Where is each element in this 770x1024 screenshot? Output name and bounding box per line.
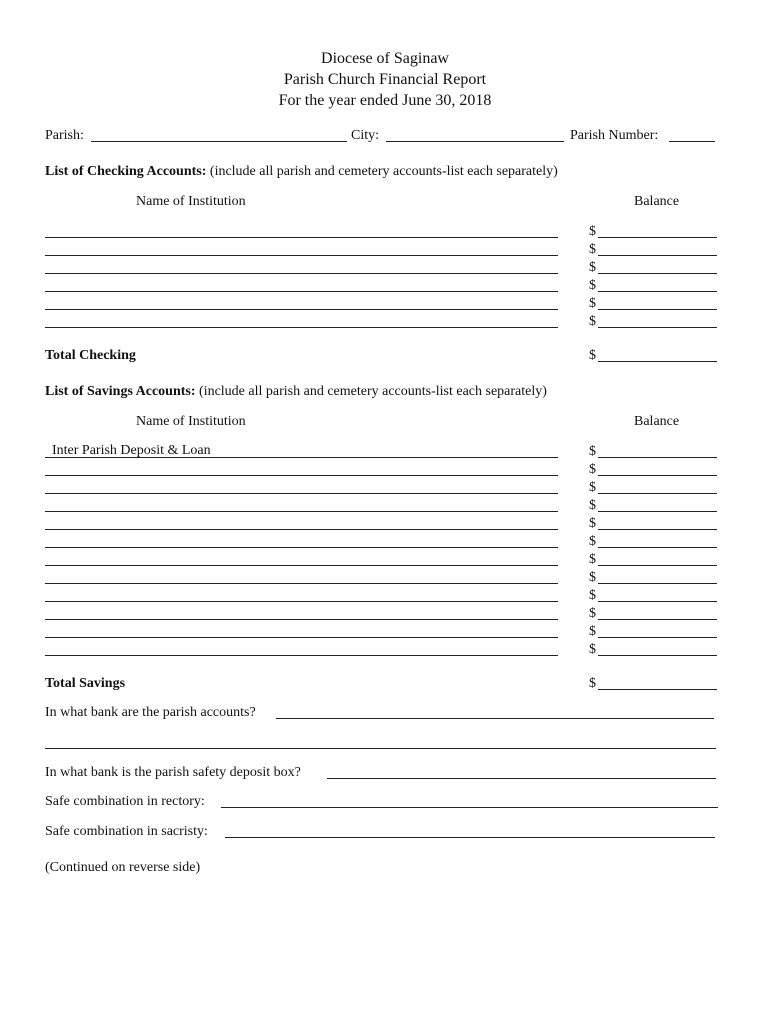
checking-dollar-sign: $ [589,242,596,257]
savings-balance-field[interactable] [598,529,717,530]
savings-first-entry: Inter Parish Deposit & Loan [52,443,211,458]
checking-balance-field[interactable] [598,255,717,256]
savings-balance-field[interactable] [598,601,717,602]
checking-dollar-sign: $ [589,296,596,311]
savings-institution-field[interactable] [45,475,558,476]
savings-dollar-sign: $ [589,606,596,621]
total-savings-field[interactable] [598,689,717,690]
savings-institution-field[interactable] [45,583,558,584]
savings-col-institution: Name of Institution [136,414,246,429]
document-subtitle: Parish Church Financial Report [283,71,487,88]
savings-institution-field[interactable] [45,511,558,512]
savings-dollar-sign: $ [589,480,596,495]
savings-dollar-sign: $ [589,516,596,531]
savings-col-balance: Balance [634,414,680,429]
savings-balance-field[interactable] [598,637,717,638]
checking-institution-field[interactable] [45,327,558,328]
savings-institution-field[interactable] [45,637,558,638]
savings-dollar-sign: $ [589,624,596,639]
savings-heading: List of Savings Accounts: [45,384,196,399]
checking-note: (include all parish and cemetery accounts-list each separately) [209,164,558,179]
savings-institution-field[interactable] [45,565,558,566]
total-savings-label: Total Savings [45,676,126,691]
city-label: City: [351,128,380,143]
checking-balance-field[interactable] [598,309,717,310]
savings-dollar-sign: $ [589,552,596,567]
checking-institution-field[interactable] [45,237,558,238]
parish-field[interactable] [91,141,347,142]
savings-dollar-sign: $ [589,570,596,585]
combo-rectory-label: Safe combination in rectory: [45,794,205,809]
savings-institution-field[interactable] [45,493,558,494]
checking-balance-field[interactable] [598,327,717,328]
safety-box-field[interactable] [327,778,716,779]
checking-col-balance: Balance [634,194,680,209]
savings-balance-field[interactable] [598,655,717,656]
checking-heading: List of Checking Accounts: [45,164,207,179]
savings-dollar-sign: $ [589,462,596,477]
savings-institution-field[interactable] [45,457,558,458]
total-checking-label: Total Checking [45,348,136,363]
total-checking-dollar: $ [589,348,596,363]
bank-accounts-field-line2[interactable] [45,748,716,749]
parish-label: Parish: [45,128,84,143]
checking-heading-line [45,164,558,180]
savings-balance-field[interactable] [598,475,717,476]
parish-number-label: Parish Number: [570,128,659,143]
checking-dollar-sign: $ [589,260,596,275]
total-savings-dollar: $ [589,676,596,691]
checking-col-institution: Name of Institution [136,194,246,209]
savings-dollar-sign: $ [589,642,596,657]
savings-dollar-sign: $ [589,534,596,549]
checking-dollar-sign: $ [589,224,596,239]
savings-dollar-sign: $ [589,588,596,603]
checking-institution-field[interactable] [45,255,558,256]
savings-institution-field[interactable] [45,529,558,530]
savings-balance-field[interactable] [598,457,717,458]
bank-accounts-field[interactable] [276,718,714,719]
savings-balance-field[interactable] [598,493,717,494]
city-field[interactable] [386,141,564,142]
savings-balance-field[interactable] [598,583,717,584]
savings-institution-field[interactable] [45,547,558,548]
savings-balance-field[interactable] [598,547,717,548]
savings-institution-field[interactable] [45,601,558,602]
checking-institution-field[interactable] [45,273,558,274]
combo-rectory-field[interactable] [221,807,718,808]
continued-note: (Continued on reverse side) [45,860,201,875]
checking-institution-field[interactable] [45,309,558,310]
savings-dollar-sign: $ [589,444,596,459]
combo-sacristy-field[interactable] [225,837,715,838]
checking-balance-field[interactable] [598,291,717,292]
checking-dollar-sign: $ [589,278,596,293]
bank-accounts-question: In what bank are the parish accounts? [45,705,256,720]
savings-balance-field[interactable] [598,511,717,512]
savings-balance-field[interactable] [598,619,717,620]
savings-note: (include all parish and cemetery accounts-list each separately) [199,384,547,399]
savings-dollar-sign: $ [589,498,596,513]
savings-institution-field[interactable] [45,619,558,620]
combo-sacristy-label: Safe combination in sacristy: [45,824,208,839]
document-title: Diocese of Saginaw [321,50,449,67]
safety-box-question: In what bank is the parish safety deposit box? [45,765,301,780]
checking-dollar-sign: $ [589,314,596,329]
checking-balance-field[interactable] [598,273,717,274]
total-checking-field[interactable] [598,361,717,362]
checking-institution-field[interactable] [45,291,558,292]
checking-balance-field[interactable] [598,237,717,238]
document-period: For the year ended June 30, 2018 [278,92,492,109]
parish-number-field[interactable] [669,141,715,142]
savings-balance-field[interactable] [598,565,717,566]
savings-heading-line [45,384,547,400]
savings-institution-field[interactable] [45,655,558,656]
